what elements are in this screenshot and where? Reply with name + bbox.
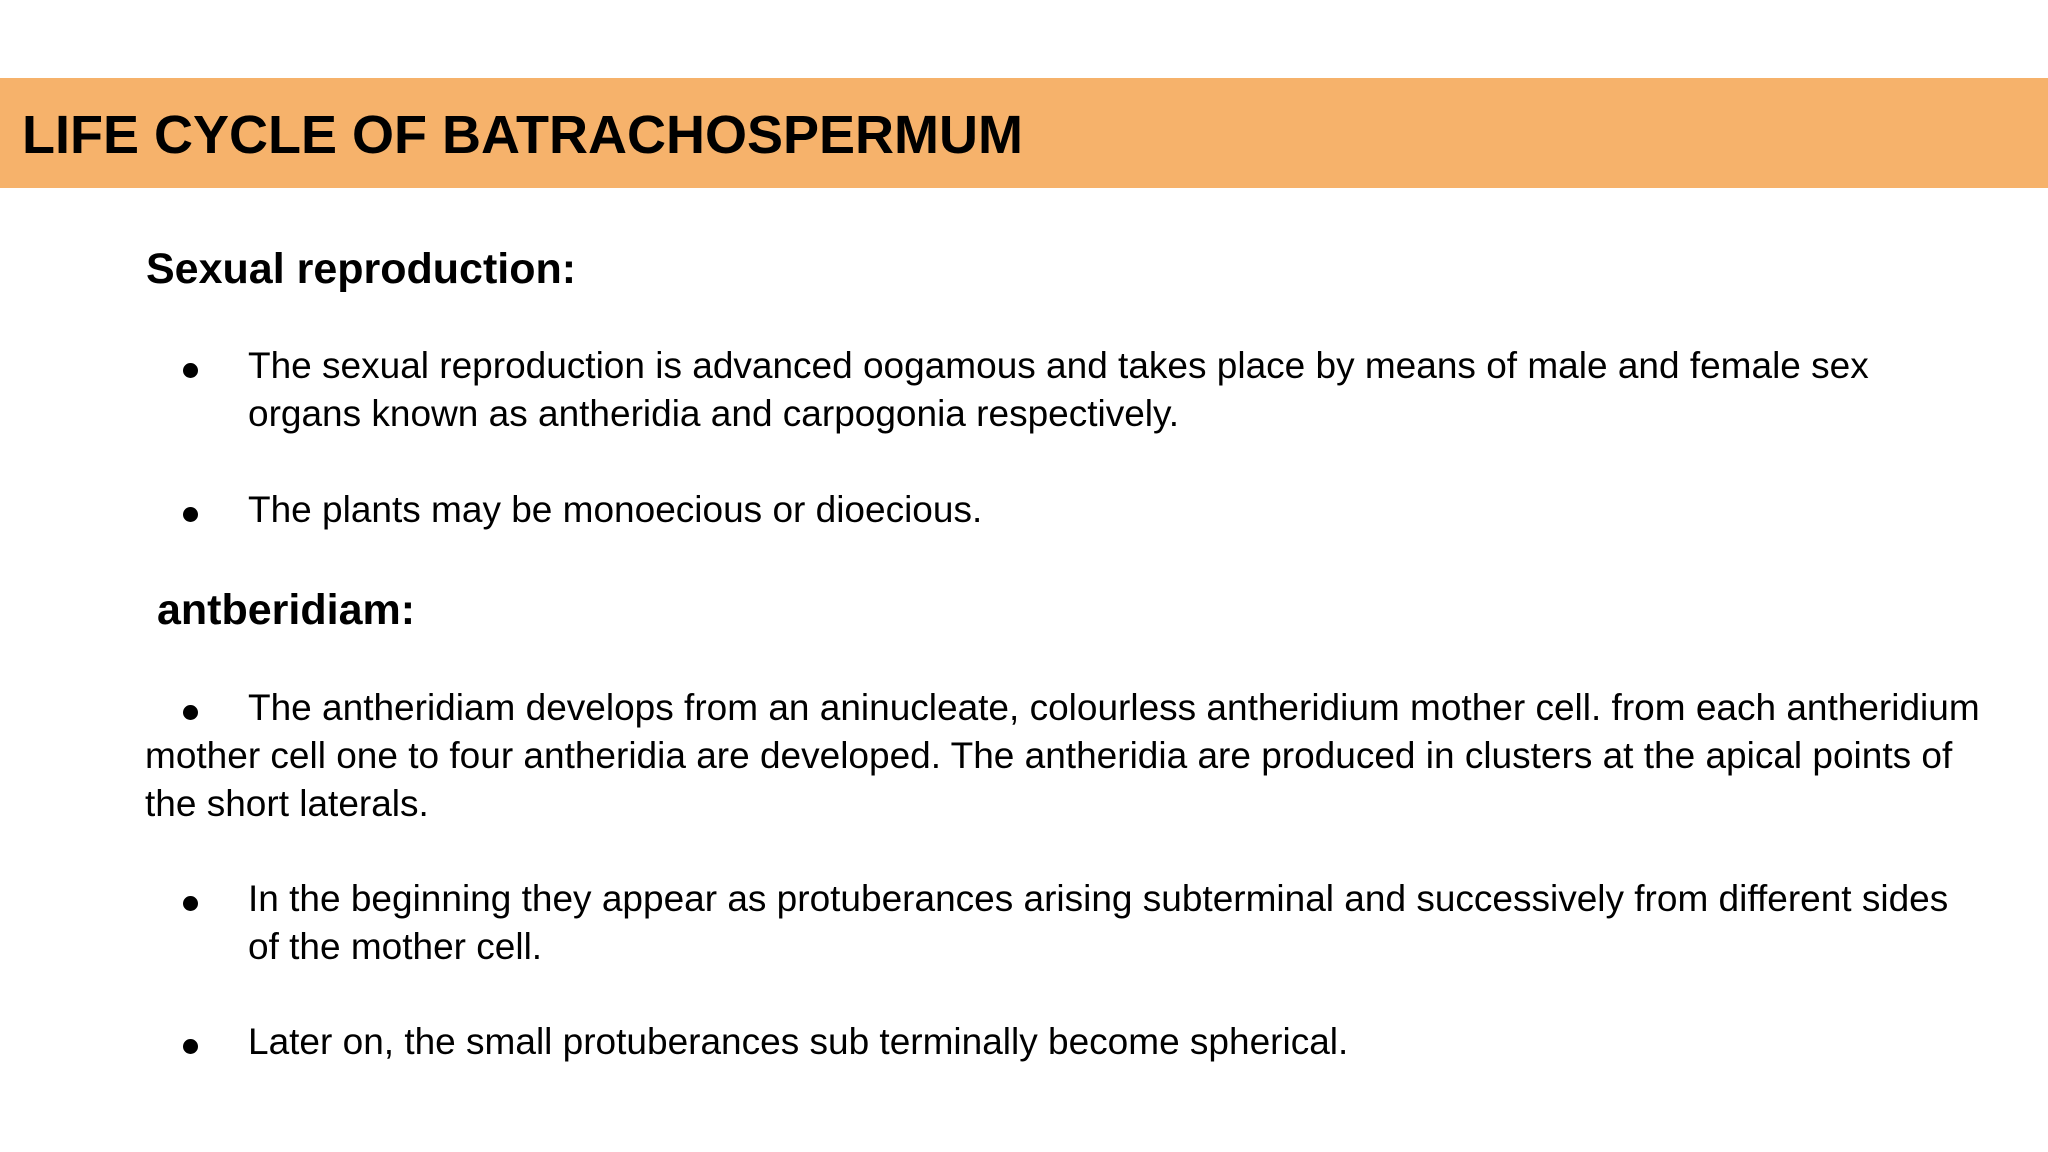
section-heading-sexual-reproduction: Sexual reproduction: [146,245,577,293]
bullet-icon [183,896,198,911]
section-heading-antberidiam: antberidiam: [157,586,416,634]
bullet-icon [183,1039,198,1054]
title-bar [0,78,2048,188]
bullet-text: In the beginning they appear as protuberances arising subterminal and successively from different sides of the mother cell. [248,878,1949,967]
bullet-icon [183,507,198,522]
bullet-text: The sexual reproduction is advanced oogamous and takes place by means of male and female sex organs known as antheridia and carpogonia respectively. [248,345,1869,434]
bullet-icon [183,363,198,378]
bullet-text: Later on, the small protuberances sub terminally become spherical. [248,1021,1349,1062]
slide-title: LIFE CYCLE OF BATRACHOSPERMUM [22,105,1023,165]
bullet-text: The plants may be monoecious or dioecious. [248,489,983,530]
bullet-text: The antheridiam develops from an aninucleate, colourless antheridium mother cell. from each antheridium mother cell one to four antheridia are developed. The antheridia are produced in clusters at the apical points of the short laterals. [145,687,1980,824]
